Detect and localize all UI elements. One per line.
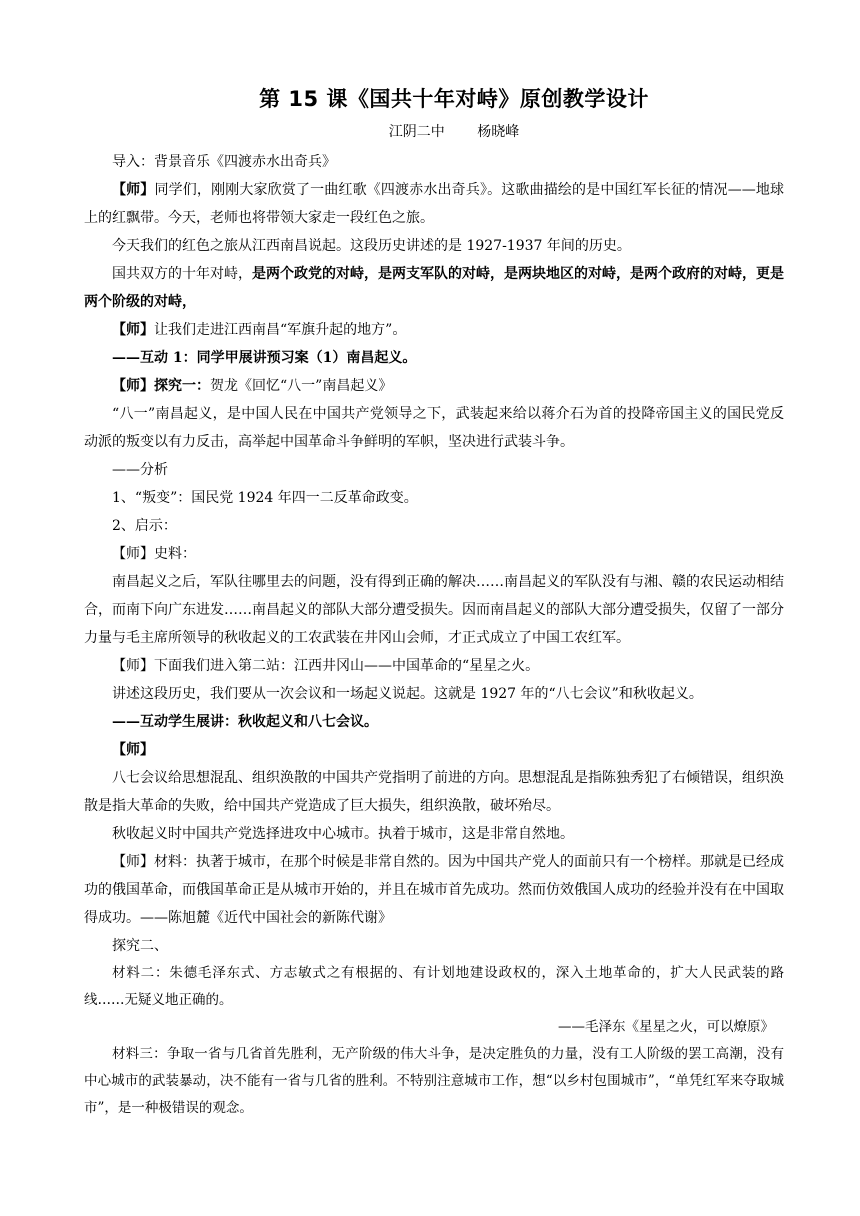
paragraph: 八七会议给思想混乱、组织涣散的中国共产党指明了前进的方向。思想混乱是指陈独秀犯了右倾错误，组织涣散是指大革命的失败，给中国共产党造成了巨大损失，组织涣散，破坏殆尽。 <box>84 770 784 814</box>
paragraph <box>84 176 784 232</box>
document-body <box>84 148 784 1122</box>
paragraph: 南昌起义之后，军队往哪里去的问题，没有得到正确的解决……南昌起义的军队没有与湘、赣的农民运动相结合，而南下向广东进发……南昌起义的部队大部分遭受损失。因而南昌起义的部队大部分遭受损失，仅留了一部分力量与毛主席所领导的秋收起义的工农武装在井冈山会师，才正式成立了中国工农红军。 <box>84 574 784 646</box>
quote-attribution: ——毛泽东《星星之火，可以燎原》 <box>558 1019 774 1035</box>
paragraph-text: 同学们，刚刚大家欣赏了一曲红歌《四渡赤水出奇兵》。这歌曲描绘的是中国红军长征的情况——地球上的红飘带。今天，老师也将带领大家走一段红色之旅。 <box>84 182 785 226</box>
paragraph-text: 让我们走进江西南昌“军旗升起的地方”。 <box>154 322 407 338</box>
paragraph: ——分析 <box>112 462 168 478</box>
paragraph: 讲述这段历史，我们要从一次会议和一场起义说起。这就是 1927 年的“八七会议”和秋收起义。 <box>112 686 703 702</box>
paragraph: “八一”南昌起义，是中国人民在中国共产党领导之下，武装起来给以蒋介石为首的投降帝国主义的国民党反动派的叛变以有力反击，高举起中国革命斗争鲜明的军帜，坚决进行武装斗争。 <box>84 406 784 450</box>
paragraph-text: 贺龙《回忆“八一”南昌起义》 <box>210 378 393 394</box>
paragraph: 【师】下面我们进入第二站：江西井冈山——中国革命的“星星之火。 <box>112 658 540 674</box>
paragraph: 今天我们的红色之旅从江西南昌说起。这段历史讲述的是 1927-1937 年间的历史。 <box>112 238 631 254</box>
paragraph: 秋收起义时中国共产党选择进攻中心城市。执着于城市，这是非常自然地。 <box>112 826 574 842</box>
teacher-tag: 【师】 <box>112 182 155 198</box>
teacher-tag: 【师】探究一： <box>112 378 210 394</box>
teacher-tag: 【师】 <box>112 322 154 338</box>
material-quote: 材料二：朱德毛泽东式、方志敏式之有根据的、有计划地建设政权的，深入土地革命的，扩大人民武装的路线……无疑义地正确的。 <box>84 965 784 1008</box>
paragraph: 探究二、 <box>112 938 168 954</box>
paragraph <box>84 260 784 316</box>
interaction-heading: ——互动学生展讲：秋收起义和八七会议。 <box>112 714 378 730</box>
paragraph: 【师】史料： <box>112 546 196 562</box>
author-school: 江阴二中 <box>388 124 445 140</box>
paragraph: 【师】材料：执著于城市，在那个时候是非常自然的。因为中国共产党人的面前只有一个榜样。那就是已经成功的俄国革命，而俄国革命正是从城市开始的，并且在城市首先成功。然而仿效俄国人成功的经验并没有在中国取得成功。——陈旭麓《近代中国社会的新陈代谢》 <box>84 854 784 926</box>
teacher-tag: 【师】 <box>112 742 154 758</box>
paragraph: 1、“叛变”：国民党 1924 年四一二反革命政变。 <box>112 490 418 506</box>
author-line <box>0 121 860 141</box>
paragraph: 2、启示： <box>112 518 177 534</box>
paragraph <box>84 316 784 344</box>
interaction-heading: ——互动 1：同学甲展讲预习案（1）南昌起义。 <box>112 350 417 366</box>
material-quote: 材料三：争取一省与几省首先胜利，无产阶级的伟大斗争，是决定胜负的力量，没有工人阶级的罢工高潮，没有中心城市的武装暴动，决不能有一省与几省的胜利。不特别注意城市工作，想“以乡村包围城市”，“单凭红军来夺取城市”，是一种极错误的观念。 <box>84 1046 784 1116</box>
paragraph-text: 国共双方的十年对峙， <box>112 266 252 282</box>
paragraph <box>84 372 784 400</box>
author-name: 杨晓峰 <box>477 124 520 140</box>
paragraph: 导入：背景音乐《四渡赤水出奇兵》 <box>112 154 336 170</box>
page-title: 第 15 课《国共十年对峙》原创教学设计 <box>259 87 649 111</box>
bold-text: 是两个政党的对峙，是两支军队的对峙，是两块地区的对峙，是两个政府的对峙，更是两个阶级的对峙， <box>84 266 784 310</box>
